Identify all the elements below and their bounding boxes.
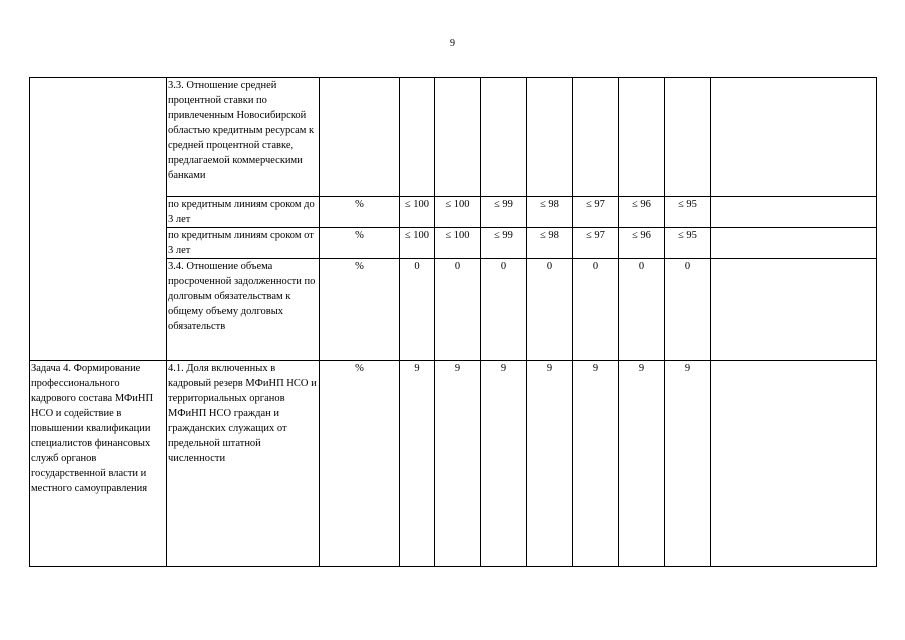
value-cell: 9 bbox=[481, 361, 527, 567]
value-cell: 0 bbox=[435, 259, 481, 361]
value-cell: ≤ 100 bbox=[400, 197, 435, 228]
value-cell: 0 bbox=[619, 259, 665, 361]
value-cell: 0 bbox=[481, 259, 527, 361]
value-cell: ≤ 95 bbox=[665, 228, 711, 259]
value-cell: 0 bbox=[527, 259, 573, 361]
unit-cell: % bbox=[320, 361, 400, 567]
value-cell: ≤ 96 bbox=[619, 197, 665, 228]
note-cell bbox=[711, 228, 877, 259]
value-cell bbox=[435, 78, 481, 197]
page-number: 9 bbox=[450, 38, 455, 49]
value-cell: ≤ 96 bbox=[619, 228, 665, 259]
value-cell: 9 bbox=[400, 361, 435, 567]
value-cell: 0 bbox=[665, 259, 711, 361]
value-cell: ≤ 100 bbox=[435, 228, 481, 259]
note-cell bbox=[711, 361, 877, 567]
note-cell bbox=[711, 197, 877, 228]
value-cell: ≤ 98 bbox=[527, 228, 573, 259]
table-row bbox=[30, 78, 877, 197]
value-cell: ≤ 98 bbox=[527, 197, 573, 228]
unit-cell: % bbox=[320, 228, 400, 259]
indicator-cell: 3.3. Отношение средней процентной ставки по привлеченным Новосибирской областью кредитным ресурсам к средней процентной ставке, предлагаемой коммерческими банками bbox=[167, 78, 320, 197]
indicator-cell: 4.1. Доля включенных в кадровый резерв МФиНП НСО и территориальных органов МФиНП НСО граждан и гражданских служащих от предельной штатной численности bbox=[167, 361, 320, 567]
value-cell: 9 bbox=[665, 361, 711, 567]
value-cell: 9 bbox=[573, 361, 619, 567]
value-cell: 9 bbox=[619, 361, 665, 567]
value-cell: ≤ 95 bbox=[665, 197, 711, 228]
value-cell: ≤ 100 bbox=[400, 228, 435, 259]
indicators-table bbox=[29, 77, 877, 567]
note-cell bbox=[711, 259, 877, 361]
value-cell: ≤ 97 bbox=[573, 197, 619, 228]
value-cell: ≤ 99 bbox=[481, 197, 527, 228]
value-cell bbox=[619, 78, 665, 197]
value-cell: ≤ 100 bbox=[435, 197, 481, 228]
unit-cell: % bbox=[320, 197, 400, 228]
value-cell bbox=[481, 78, 527, 197]
value-cell bbox=[573, 78, 619, 197]
value-cell: 9 bbox=[527, 361, 573, 567]
unit-cell bbox=[320, 78, 400, 197]
task-cell bbox=[30, 78, 167, 361]
value-cell bbox=[400, 78, 435, 197]
indicator-cell: 3.4. Отношение объема просроченной задолженности по долговым обязательствам к общему объему долговых обязательств bbox=[167, 259, 320, 361]
indicator-cell: по кредитным линиям сроком от 3 лет bbox=[167, 228, 320, 259]
value-cell: ≤ 97 bbox=[573, 228, 619, 259]
table-row bbox=[30, 361, 877, 567]
value-cell: ≤ 99 bbox=[481, 228, 527, 259]
indicator-cell: по кредитным линиям сроком до 3 лет bbox=[167, 197, 320, 228]
unit-cell: % bbox=[320, 259, 400, 361]
value-cell: 0 bbox=[400, 259, 435, 361]
task-cell: Задача 4. Формирование профессионального кадрового состава МФиНП НСО и содействие в повышении квалификации специалистов финансовых служб органов государственной власти и местного самоуправления bbox=[30, 361, 167, 567]
value-cell bbox=[665, 78, 711, 197]
note-cell bbox=[711, 78, 877, 197]
value-cell: 0 bbox=[573, 259, 619, 361]
value-cell: 9 bbox=[435, 361, 481, 567]
value-cell bbox=[527, 78, 573, 197]
